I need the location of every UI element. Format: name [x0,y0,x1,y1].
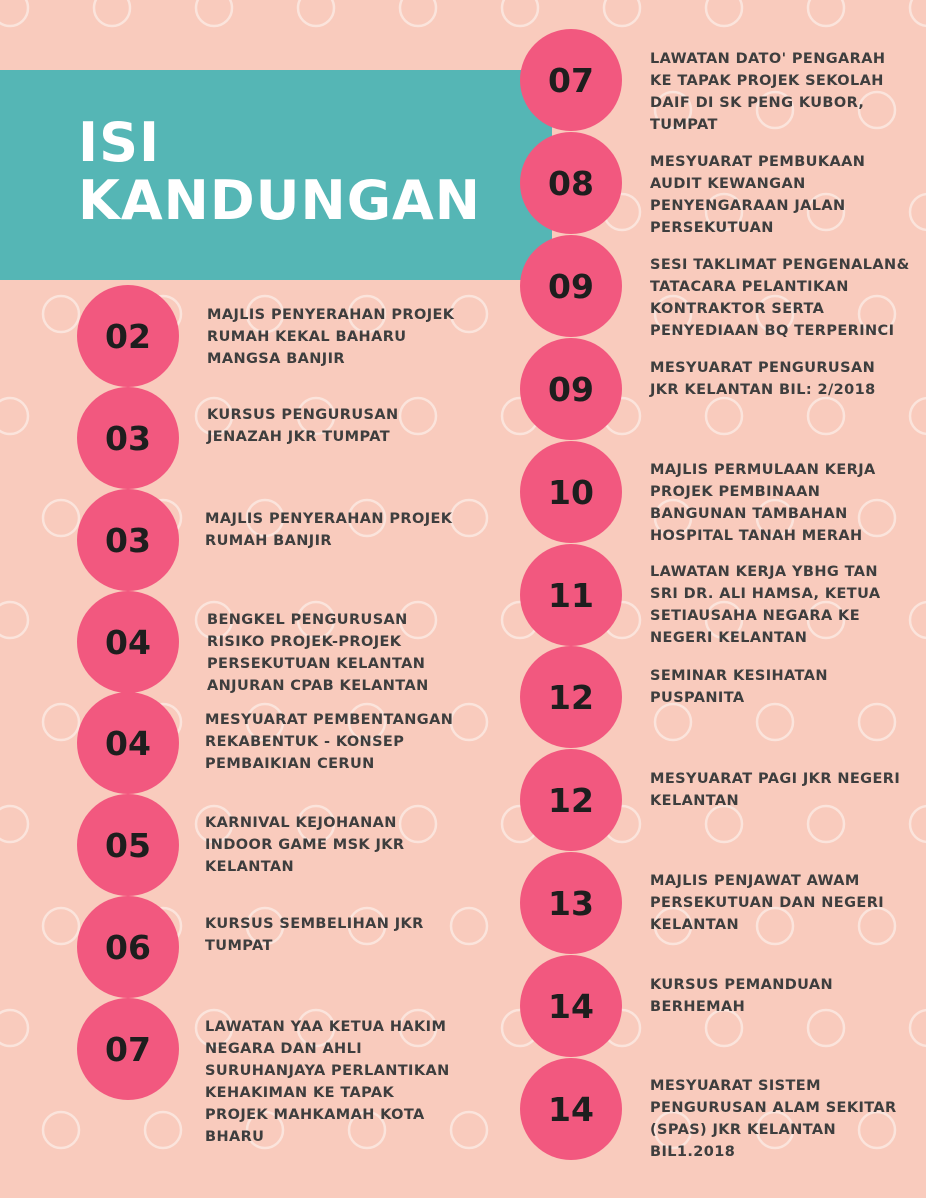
decorative-dot [910,194,926,230]
entry-title: MESYUARAT PENGURUSAN JKR KELANTAN BIL: 2/2018 [650,360,876,398]
page-number-circle: 04 [77,591,179,693]
page-number-circle: 05 [77,794,179,896]
decorative-dot [43,704,79,740]
decorative-dot [706,0,742,26]
title-line-1: ISI [78,111,161,174]
page-number-circle: 08 [520,132,622,234]
page-number-circle: 14 [520,955,622,1057]
decorative-dot [43,500,79,536]
page-number-circle: 03 [77,489,179,591]
entry-title: MAJLIS PENYERAHAN PROJEK RUMAH KEKAL BAHARU MANGSA BANJIR [207,307,455,367]
decorative-dot [910,1010,926,1046]
decorative-dot [43,908,79,944]
page-number-circle: 12 [520,646,622,748]
decorative-dot [451,296,487,332]
decorative-dot [196,0,232,26]
entry-title: KURSUS SEMBELIHAN JKR TUMPAT [205,916,424,954]
decorative-dot [451,704,487,740]
entry-title: KURSUS PEMANDUAN BERHEMAH [650,977,834,1015]
decorative-dot [604,0,640,26]
decorative-dot [655,704,691,740]
entry-title: SESI TAKLIMAT PENGENALAN& TATACARA PELANTIKAN KONTRAKTOR SERTA PENYEDIAAN BQ TERPERINCI [650,257,910,339]
entry-title: KURSUS PENGURUSAN JENAZAH JKR TUMPAT [207,407,399,445]
entry-title: BENGKEL PENGURUSAN RISIKO PROJEK-PROJEK PERSEKUTUAN KELANTAN ANJURAN CPAB KELANTAN [207,612,429,694]
page-number-circle: 13 [520,852,622,954]
page-number-circle: 04 [77,692,179,794]
decorative-dot [757,704,793,740]
page-number-circle: 12 [520,749,622,851]
page-number-circle: 09 [520,338,622,440]
entry-title: MAJLIS PERMULAAN KERJA PROJEK PEMBINAAN BANGUNAN TAMBAHAN HOSPITAL TANAH MERAH [650,462,876,544]
page-number-circle: 03 [77,387,179,489]
page-number-circle: 14 [520,1058,622,1160]
decorative-dot [451,1112,487,1148]
entry-title: LAWATAN DATO' PENGARAH KE TAPAK PROJEK SEKOLAH DAIF DI SK PENG KUBOR, TUMPAT [650,51,886,133]
decorative-dot [706,398,742,434]
decorative-dot [502,0,538,26]
title-line-2: KANDUNGAN [78,169,482,232]
decorative-dot [859,704,895,740]
decorative-dot [910,398,926,434]
entry-title: SEMINAR KESIHATAN PUSPANITA [650,668,828,706]
decorative-dot [910,602,926,638]
entry-title: LAWATAN KERJA YBHG TAN SRI DR. ALI HAMSA, KETUA SETIAUSAHA NEGARA KE NEGERI KELANTAN [650,564,881,646]
entry-title: LAWATAN YAA KETUA HAKIM NEGARA DAN AHLI SURUHANJAYA PERLANTIKAN KEHAKIMAN KE TAPAK PROJEK MAHKAMAH KOTA BHARU [205,1019,450,1145]
page-number-circle: 06 [77,896,179,998]
page-number-circle: 10 [520,441,622,543]
page-number-circle: 07 [77,998,179,1100]
page-number-circle: 09 [520,235,622,337]
entry-title: MESYUARAT SISTEM PENGURUSAN ALAM SEKITAR (SPAS) JKR KELANTAN BIL1.2018 [650,1078,897,1160]
decorative-dot [451,908,487,944]
decorative-dot [808,0,844,26]
decorative-dot [400,806,436,842]
page-number-circle: 07 [520,29,622,131]
decorative-dot [0,806,28,842]
entry-title: MESYUARAT PAGI JKR NEGERI KELANTAN [650,771,901,809]
decorative-dot [0,1010,28,1046]
entry-title: MAJLIS PENJAWAT AWAM PERSEKUTUAN DAN NEGERI KELANTAN [650,873,885,933]
decorative-dot [808,398,844,434]
page-title [78,111,482,232]
entry-title: KARNIVAL KEJOHANAN INDOOR GAME MSK JKR KELANTAN [205,815,405,875]
decorative-dot [910,0,926,26]
decorative-dot [43,1112,79,1148]
decorative-dot [298,0,334,26]
entry-title: MAJLIS PENYERAHAN PROJEK RUMAH BANJIR [205,511,453,549]
decorative-dot [0,398,28,434]
decorative-dot [43,296,79,332]
decorative-dot [400,398,436,434]
decorative-dot [451,500,487,536]
decorative-dot [145,1112,181,1148]
entry-title: MESYUARAT PEMBUKAAN AUDIT KEWANGAN PENYENGARAAN JALAN PERSEKUTUAN [650,154,866,236]
decorative-dot [0,0,28,26]
decorative-dot [400,0,436,26]
page-number-circle: 02 [77,285,179,387]
entry-title: MESYUARAT PEMBENTANGAN REKABENTUK - KONSEP PEMBAIKIAN CERUN [205,712,454,772]
decorative-dot [0,602,28,638]
page-number-circle: 11 [520,544,622,646]
decorative-dot [94,0,130,26]
title-banner [0,70,552,280]
decorative-dot [910,806,926,842]
